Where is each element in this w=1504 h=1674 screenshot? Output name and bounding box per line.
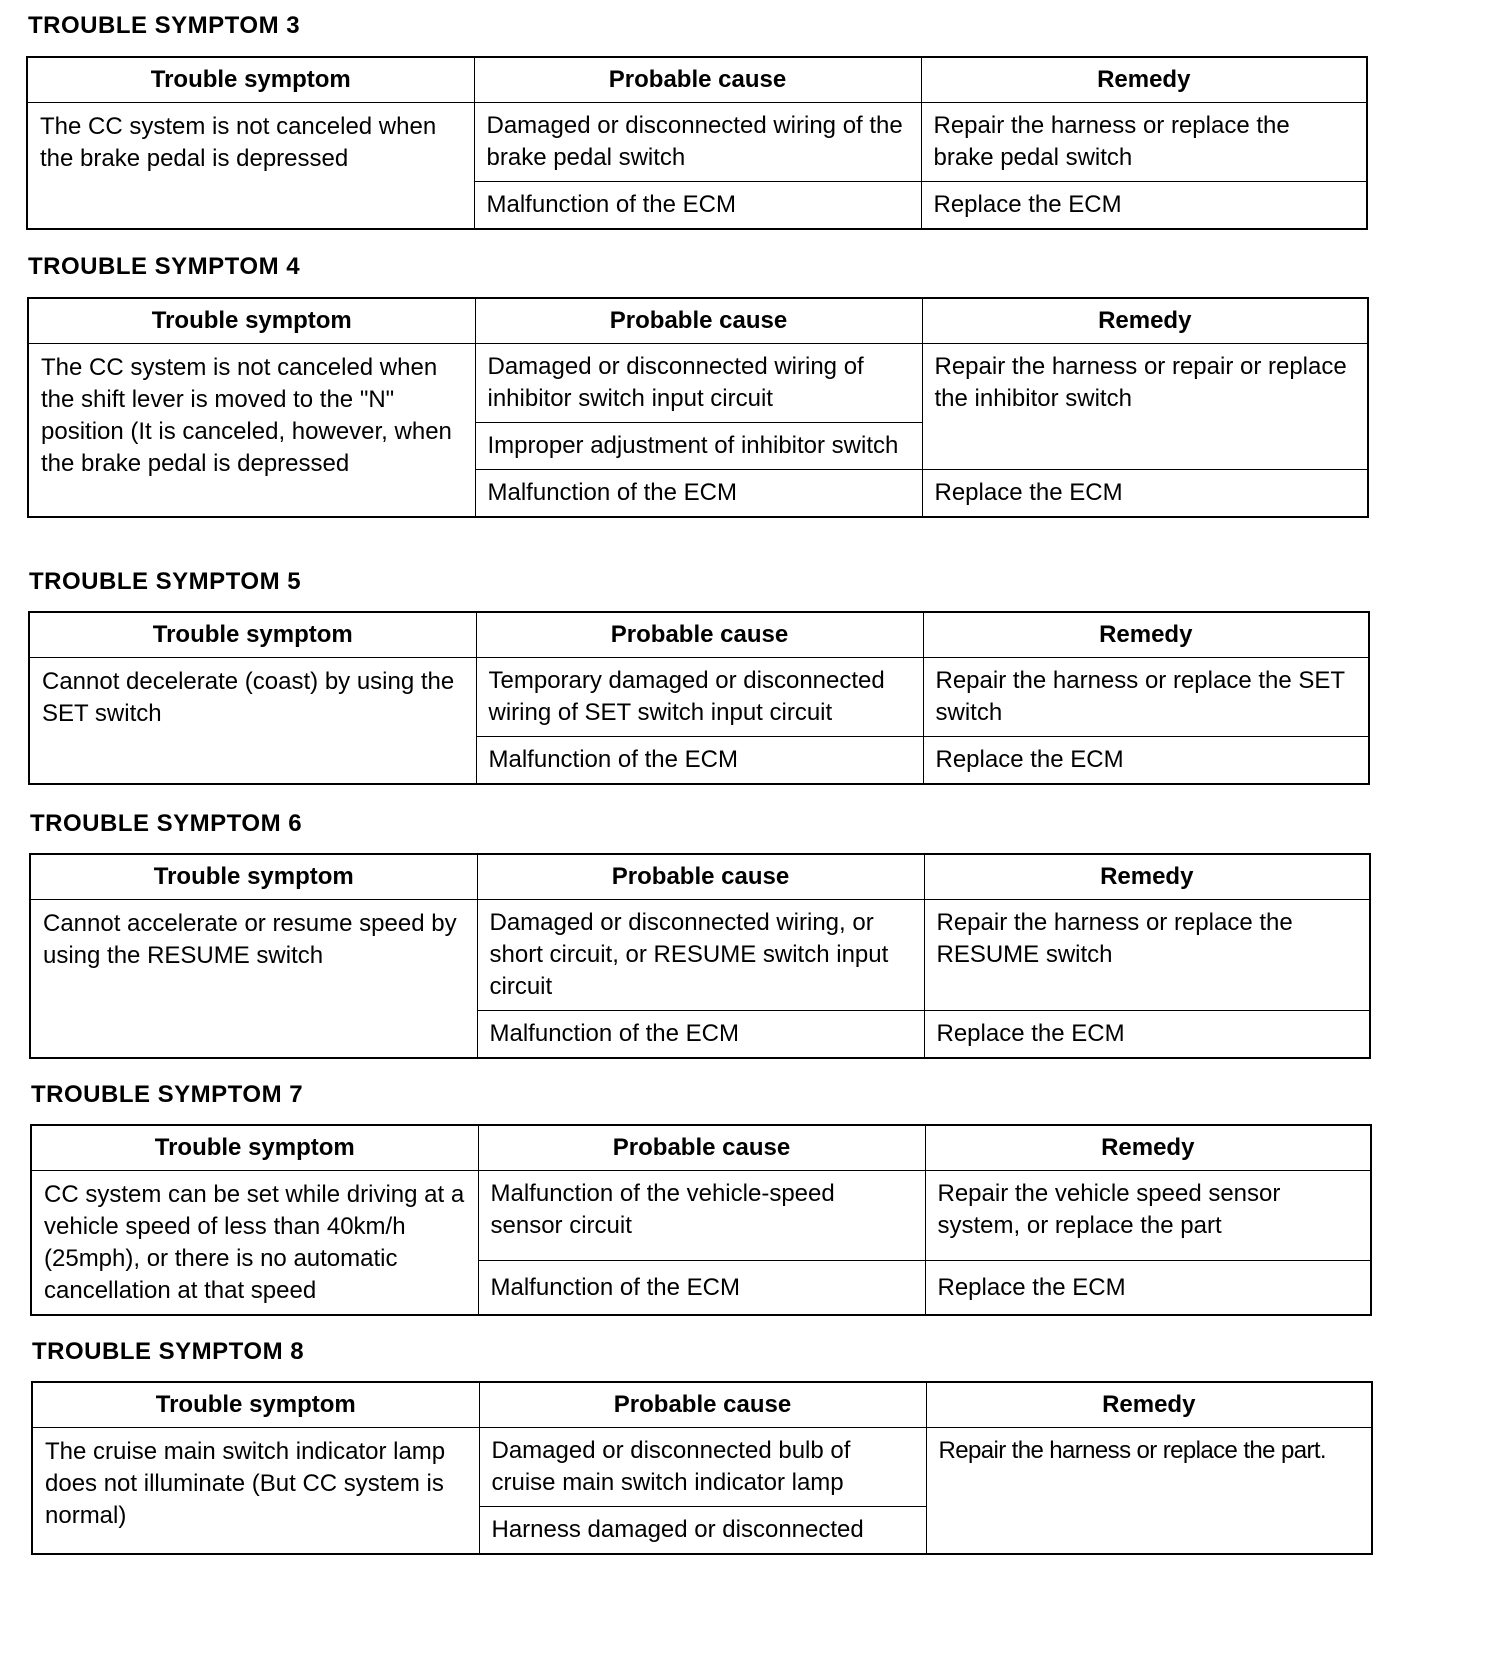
trouble-table — [29, 853, 1371, 1059]
remedy-cell: Repair the harness or replace the SET switch — [923, 658, 1369, 737]
cause-cell: Temporary damaged or disconnected wiring of SET switch input circuit — [476, 658, 923, 737]
remedy-cell: Replace the ECM — [921, 182, 1367, 230]
remedy-cell: Repair the harness or replace the part. — [926, 1428, 1372, 1555]
header-remedy: Remedy — [925, 1125, 1371, 1171]
header-probable-cause: Probable cause — [474, 57, 921, 103]
header-trouble-symptom: Trouble symptom — [31, 1125, 478, 1171]
cause-cell: Malfunction of the ECM — [476, 737, 923, 785]
cause-cell: Damaged or disconnected wiring of inhibitor switch input circuit — [475, 344, 922, 423]
table-row — [27, 103, 1367, 182]
section-heading: TROUBLE SYMPTOM 6 — [30, 810, 303, 837]
header-probable-cause: Probable cause — [476, 612, 923, 658]
header-trouble-symptom: Trouble symptom — [28, 298, 475, 344]
symptom-cell: The cruise main switch indicator lamp does not illuminate (But CC system is normal) — [32, 1428, 479, 1555]
header-probable-cause: Probable cause — [477, 854, 924, 900]
trouble-table — [30, 1124, 1372, 1316]
cause-cell: Damaged or disconnected bulb of cruise main switch indicator lamp — [479, 1428, 926, 1507]
header-trouble-symptom: Trouble symptom — [29, 612, 476, 658]
trouble-table — [31, 1381, 1373, 1555]
table-row — [32, 1428, 1372, 1507]
trouble-table — [27, 297, 1369, 518]
header-remedy: Remedy — [923, 612, 1369, 658]
section-heading: TROUBLE SYMPTOM 4 — [28, 253, 301, 280]
header-trouble-symptom: Trouble symptom — [30, 854, 477, 900]
cause-cell: Damaged or disconnected wiring of the brake pedal switch — [474, 103, 921, 182]
cause-cell: Malfunction of the ECM — [474, 182, 921, 230]
remedy-cell: Repair the harness or repair or replace the inhibitor switch — [922, 344, 1368, 470]
trouble-table — [28, 611, 1370, 785]
section-heading: TROUBLE SYMPTOM 8 — [32, 1338, 305, 1365]
section-heading: TROUBLE SYMPTOM 5 — [29, 568, 302, 595]
symptom-cell: CC system can be set while driving at a vehicle speed of less than 40km/h (25mph), or there is no automatic cancellation at that speed — [31, 1171, 478, 1316]
table-row — [29, 658, 1369, 737]
trouble-table — [26, 56, 1368, 230]
header-remedy: Remedy — [924, 854, 1370, 900]
header-probable-cause: Probable cause — [478, 1125, 925, 1171]
symptom-cell: The CC system is not canceled when the brake pedal is depressed — [27, 103, 474, 230]
table-row — [30, 900, 1370, 1011]
header-remedy: Remedy — [926, 1382, 1372, 1428]
header-remedy: Remedy — [921, 57, 1367, 103]
symptom-cell: Cannot accelerate or resume speed by using the RESUME switch — [30, 900, 477, 1059]
remedy-cell: Replace the ECM — [924, 1011, 1370, 1059]
remedy-cell: Repair the harness or replace the RESUME switch — [924, 900, 1370, 1011]
header-trouble-symptom: Trouble symptom — [27, 57, 474, 103]
symptom-cell: The CC system is not canceled when the shift lever is moved to the "N" position (It is canceled, however, when the brake pedal is depressed — [28, 344, 475, 518]
symptom-cell: Cannot decelerate (coast) by using the SET switch — [29, 658, 476, 785]
cause-cell: Malfunction of the ECM — [477, 1011, 924, 1059]
section-heading: TROUBLE SYMPTOM 3 — [28, 12, 301, 39]
cause-cell: Malfunction of the ECM — [475, 470, 922, 518]
remedy-cell: Repair the vehicle speed sensor system, or replace the part — [925, 1171, 1371, 1261]
header-probable-cause: Probable cause — [475, 298, 922, 344]
cause-cell: Damaged or disconnected wiring, or short circuit, or RESUME switch input circuit — [477, 900, 924, 1011]
cause-cell: Malfunction of the vehicle-speed sensor circuit — [478, 1171, 925, 1261]
remedy-cell: Replace the ECM — [925, 1261, 1371, 1315]
remedy-cell: Replace the ECM — [923, 737, 1369, 785]
section-heading: TROUBLE SYMPTOM 7 — [31, 1081, 304, 1108]
remedy-cell: Replace the ECM — [922, 470, 1368, 518]
header-trouble-symptom: Trouble symptom — [32, 1382, 479, 1428]
cause-cell: Harness damaged or disconnected — [479, 1507, 926, 1555]
table-row — [31, 1171, 1371, 1261]
remedy-cell: Repair the harness or replace the brake pedal switch — [921, 103, 1367, 182]
header-probable-cause: Probable cause — [479, 1382, 926, 1428]
header-remedy: Remedy — [922, 298, 1368, 344]
table-row — [28, 344, 1368, 423]
cause-cell: Improper adjustment of inhibitor switch — [475, 423, 922, 470]
cause-cell: Malfunction of the ECM — [478, 1261, 925, 1315]
